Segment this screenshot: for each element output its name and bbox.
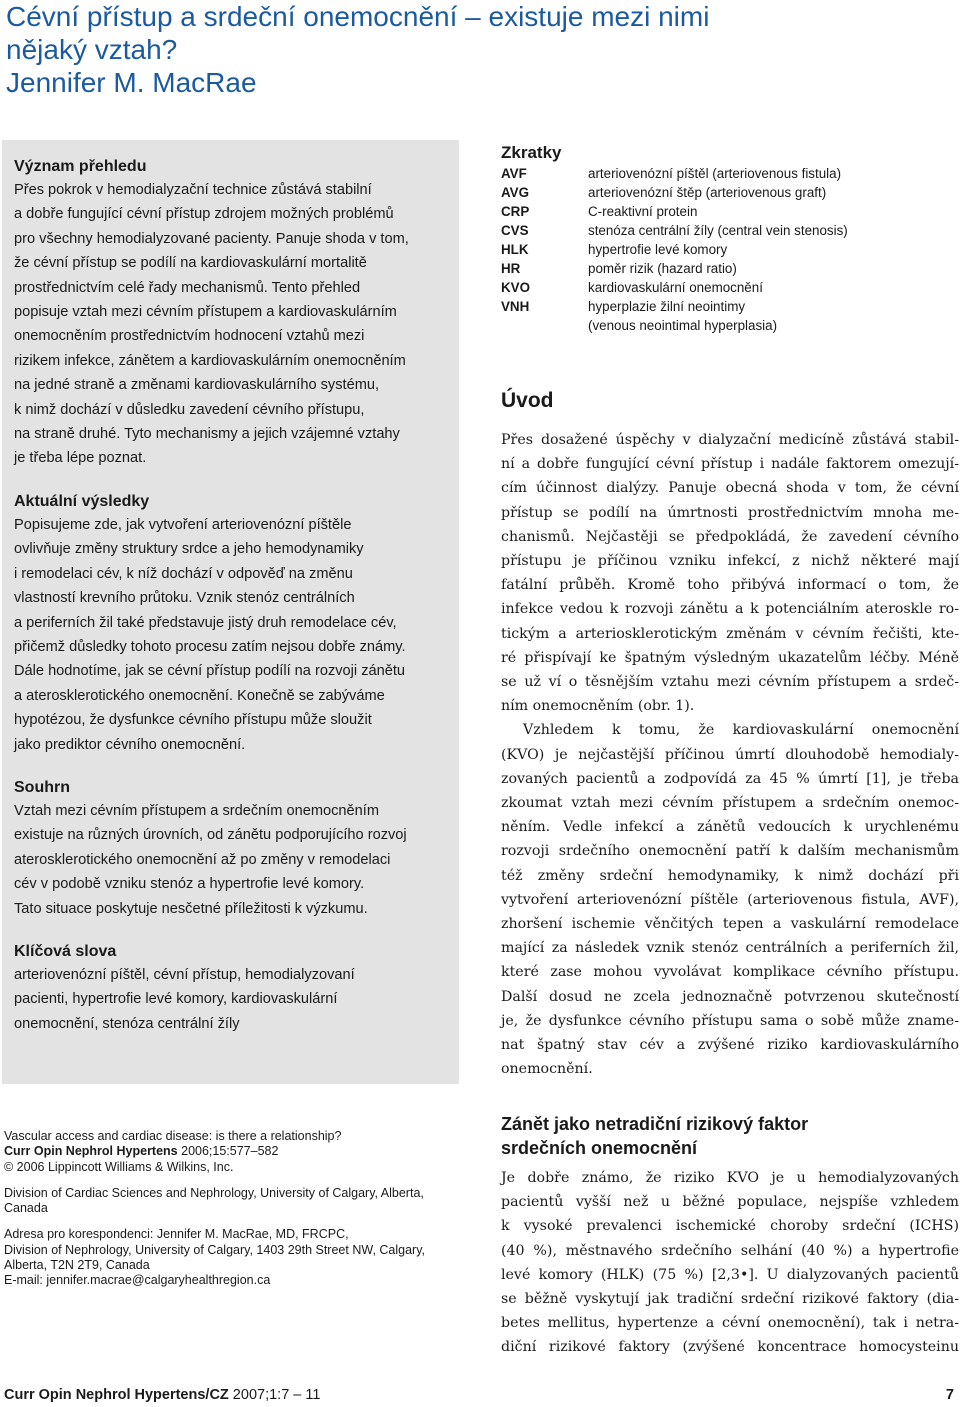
text-line: Dále hodnotíme, jak se cévní přístup podílí na rozvoji zánětu — [14, 663, 406, 680]
text-line: nat špatný stav cév a zvýšené riziko kardiovaskulárního — [501, 1037, 959, 1054]
text-line: infekce vedou k rozvoji zánětu a k potenciálním ateroskle ro- — [501, 601, 959, 618]
text-line: onemocnění. — [501, 1061, 593, 1078]
summary-section-summary — [14, 777, 449, 921]
text-line: Popisujeme zde, jak vytvoření arteriovenózní píštěle — [14, 516, 352, 533]
summary-section-significance — [14, 156, 449, 471]
text-line: přístupu je příčinou vzniku infekcí, z nichž některé mají — [501, 553, 959, 570]
abbreviations-title: Zkratky — [501, 143, 562, 162]
correspondence-line: Alberta, T2N 2T9, Canada — [4, 1258, 150, 1273]
text-line: se už ví o těsnějším vztahu mezi cévním přístupem a srdeč- — [501, 674, 959, 691]
definition-line: (venous neointimal hyperplasia) — [588, 318, 778, 333]
abbreviations-block — [501, 142, 956, 335]
text-line: které zase mohou vyvolávat komplikace cévního přístupu. — [501, 964, 959, 981]
text-line: prostřednictvím celé řady mechanismů. Tento přehled — [14, 279, 361, 296]
definition-line: C-reaktivní protein — [588, 204, 698, 219]
summary-section-keywords — [14, 941, 449, 1036]
heading-line: srdečních onemocnění — [501, 1138, 698, 1158]
text-line: ovlivňuje změny struktury srdce a jeho hemodynamiky — [14, 541, 364, 558]
text-line: popisuje vztah mezi cévním přístupem a kardiovaskulárním — [14, 304, 397, 321]
summary-heading: Aktuální výsledky — [14, 492, 150, 510]
summary-heading: Význam přehledu — [14, 158, 147, 175]
abbreviation-row — [501, 183, 956, 202]
definition-line: stenóza centrální žíly (central vein stenosis) — [588, 223, 848, 238]
affiliation-block — [4, 1129, 464, 1289]
abbreviation-definition — [588, 259, 956, 278]
text-line: Tato situace poskytuje nesčetné příležitosti k výzkumu. — [14, 900, 368, 917]
definition-line: kardiovaskulární onemocnění — [588, 280, 763, 295]
text-line: betes mellitus, hypertenze a cévní onemocnění), tak i netra- — [501, 1315, 959, 1332]
abbreviation-code: AVG — [501, 185, 530, 200]
text-line: k vysoké prevalenci ischemické choroby srdeční (ICHS) — [501, 1218, 959, 1235]
email-link[interactable]: E-mail: jennifer.macrae@calgaryhealthregion.ca — [4, 1273, 271, 1288]
text-line: cév v podobě vzniku stenóz a hypertrofie levé komory. — [14, 876, 365, 893]
text-line: diční rizikové faktory (zvýšené koncentrace homocysteinu — [501, 1339, 959, 1356]
text-line: přičemž důsledky tohoto procesu zatím nejsou dobře známy. — [14, 638, 406, 655]
article-title-line-1: Cévní přístup a srdeční onemocnění – existuje mezi nimi — [6, 1, 710, 32]
journal-reference — [4, 1144, 464, 1159]
abbreviation-row — [501, 164, 956, 183]
correspondence-line: Division of Nephrology, University of Calgary, 1403 29th Street NW, Calgary, — [4, 1242, 426, 1257]
abbreviation-row — [501, 297, 956, 335]
text-line: ním onemocněním (obr. 1). — [501, 698, 695, 715]
article-author: Jennifer M. MacRae — [6, 67, 257, 98]
text-line: zhoršení ischemie věnčitých tepen a vaskulární remodelace — [501, 916, 959, 933]
text-line: pacienti, hypertrofie levé komory, kardiovaskulární — [14, 991, 338, 1008]
text-line: a dobře fungující cévní přístup zdrojem možných problémů — [14, 206, 394, 223]
section-heading-inflammation — [501, 1112, 959, 1160]
text-line: Další dosud ne zcela jednoznačně potvrzenou skutečností — [501, 988, 959, 1005]
text-line: ní a dobře fungující cévní přístup i nadále faktorem omezují- — [501, 456, 959, 473]
text-line: mající za následek vznik stenóz centrálních a periferních žil, — [501, 940, 959, 957]
text-line: chanismů. Nejčastěji se předpokládá, že zavedení cévního — [501, 528, 959, 545]
abbreviation-row — [501, 202, 956, 221]
definition-line: hyperplazie žilní neointimy — [588, 299, 746, 314]
text-line: (40 %), městnavého srdečního selhání (40 %) a hypertrofie — [501, 1242, 959, 1259]
abbreviation-row — [501, 259, 956, 278]
abbreviation-code: HLK — [501, 242, 529, 257]
division-line: Canada — [4, 1201, 48, 1216]
abbreviation-definition — [588, 183, 956, 202]
abbreviation-definition — [588, 221, 956, 240]
copyright: © 2006 Lippincott Williams & Wilkins, Inc. — [4, 1159, 234, 1174]
abbreviation-code: CVS — [501, 223, 529, 238]
abbreviation-row — [501, 240, 956, 259]
text-line: hypotézou, že dysfunkce cévního přístupu může sloužit — [14, 712, 372, 729]
journal-name: Curr Opin Nephrol Hypertens — [4, 1144, 178, 1159]
correspondence-line: Adresa pro korespondenci: Jennifer M. MacRae, MD, FRCPC, — [4, 1227, 349, 1242]
text-line: Přes pokrok v hemodialyzační technice zůstává stabilní — [14, 182, 372, 198]
text-line: k nimž dochází v důsledku zavedení cévního přístupu, — [14, 401, 365, 418]
text-line: fatální průběh. Kromě toho přibývá informací o tom, že — [501, 577, 959, 594]
heading-line: Zánět jako netradiční rizikový faktor — [501, 1114, 809, 1134]
text-line: tickým a arteriosklerotickým změnám v cévním řečišti, kte- — [501, 625, 959, 642]
text-line: levé komory (HLK) (75 %) [2,3•]. U dialyzovaných pacientů — [501, 1266, 959, 1283]
footer-issue: 2007;1:7 – 11 — [228, 1387, 321, 1403]
abbreviation-definition — [588, 202, 956, 221]
english-citation: Vascular access and cardiac disease: is there a relationship? — [4, 1129, 342, 1143]
footer-journal-name: Curr Opin Nephrol Hypertens/CZ — [4, 1387, 229, 1403]
text-line: Vzhledem k tomu, že kardiovaskulární onemocnění — [523, 722, 959, 739]
abbreviation-definition — [588, 297, 956, 335]
text-line: rizikem infekce, zánětem a kardiovaskulárním onemocněním — [14, 352, 406, 369]
summary-text — [14, 513, 449, 757]
text-line: i remodelaci cév, k níž dochází v odpověď na změnu — [14, 565, 353, 582]
text-line: rozvoji srdečního onemocnění patří k dalším mechanismům — [501, 843, 959, 860]
summary-section-recent-findings — [14, 491, 449, 757]
abbreviation-row — [501, 278, 956, 297]
text-line: a periferních žil také představuje jistý druh remodelace cév, — [14, 614, 397, 631]
article-title-block — [6, 0, 906, 99]
abbreviation-code: HR — [501, 261, 521, 276]
text-line: jako prediktor cévního onemocnění. — [14, 736, 246, 753]
text-line: arteriovenózní píštěl, cévní přístup, hemodialyzovaní — [14, 966, 355, 983]
text-line: též změny srdeční hemodynamiky, k nimž dochází při — [501, 867, 959, 884]
text-line: Přes dosažené úspěchy v dialyzační medicíně zůstává stabil- — [501, 432, 959, 448]
text-line: je, že dysfunkce cévního přístupu sama o sobě může zname- — [501, 1012, 959, 1029]
text-line: existuje na různých úrovních, od zánětu podporujícího rozvoj — [14, 827, 407, 844]
abbreviation-definition — [588, 164, 956, 183]
text-line: onemocněním prostřednictvím hodnocení vztahů mezi — [14, 328, 365, 345]
division-line: Division of Cardiac Sciences and Nephrology, University of Calgary, Alberta, — [4, 1185, 424, 1200]
text-line: přístup se podílí na úmrtnosti prostřednictvím mnoha me- — [501, 504, 959, 521]
abbreviation-code: CRP — [501, 204, 530, 219]
text-line: na straně druhé. Tyto mechanismy a jejich vzájemné vztahy — [14, 426, 400, 443]
summary-box — [2, 140, 459, 1084]
text-line: na jedné straně a změnami kardiovaskulárního systému, — [14, 377, 380, 394]
text-line: (KVO) je nejčastější příčinou úmrtí dlouhodobě hemodialy- — [501, 746, 959, 763]
abbreviation-code: KVO — [501, 280, 531, 295]
text-line: aterosklerotického onemocnění až po změny v remodelaci — [14, 851, 391, 868]
text-line: pacientů vyšší než u běžné populace, nejspíše vzhledem — [501, 1194, 959, 1211]
journal-volume: 2006;15:577–582 — [177, 1144, 279, 1159]
summary-text — [14, 799, 449, 921]
definition-line: hypertrofie levé komory — [588, 242, 728, 257]
text-line: vytvoření arteriovenózní píštěle (arteriovenous fistula, AVF), — [501, 891, 959, 908]
summary-text — [14, 178, 449, 471]
keywords-text — [14, 963, 449, 1036]
text-line: zkoumat vztah mezi cévním přístupem a srdečním onemoc- — [501, 795, 959, 812]
abbreviation-code: VNH — [501, 299, 530, 314]
footer-journal — [4, 1386, 320, 1404]
text-line: a aterosklerotického onemocnění. Konečně se zabýváme — [14, 687, 385, 704]
intro-heading: Úvod — [501, 389, 554, 412]
summary-heading: Souhrn — [14, 778, 70, 796]
text-line: že cévní přístup se podílí na kardiovaskulární mortalitě — [14, 255, 367, 272]
text-line: cím účinnost dialýzy. Panuje obecná shoda v tom, že cévní — [501, 480, 959, 497]
definition-line: arteriovenózní štěp (arteriovenous graft) — [588, 185, 827, 200]
definition-line: arteriovenózní píštěl (arteriovenous fistula) — [588, 166, 842, 181]
text-line: onemocnění, stenóza centrální žíly — [14, 1015, 240, 1032]
definition-line: poměr rizik (hazard ratio) — [588, 261, 737, 276]
text-line: ré přispívají ke špatným výsledným ukazatelům léčby. Méně — [501, 649, 959, 666]
text-line: pro všechny hemodialyzované pacienty. Panuje shoda v tom, — [14, 230, 409, 247]
text-line: vlastností krevního průtoku. Vznik stenóz centrálních — [14, 590, 355, 607]
article-title-line-2: nějaký vztah? — [6, 34, 178, 65]
summary-heading: Klíčová slova — [14, 942, 117, 960]
abbreviation-row — [501, 221, 956, 240]
text-line: Vztah mezi cévním přístupem a srdečním onemocněním — [14, 802, 379, 819]
text-line: se běžně vyskytují jak tradiční srdeční rizikové faktory (dia- — [501, 1291, 959, 1308]
abbreviations-list — [501, 164, 956, 335]
text-line: něním. Vedle infekcí a zánětů vedoucích k urychlenému — [501, 819, 959, 836]
abbreviation-code: AVF — [501, 166, 527, 181]
text-line: zovaných pacientů a zodpovídá za 45 % úmrtí [1], je třeba — [501, 770, 959, 787]
section2-body — [501, 1166, 959, 1360]
intro-body — [501, 428, 959, 1081]
abbreviation-definition — [588, 240, 956, 259]
page-number: 7 — [945, 1387, 954, 1403]
text-line: je třeba lépe poznat. — [14, 450, 147, 467]
abbreviation-definition — [588, 278, 956, 297]
text-line: Je dobře známo, že riziko KVO je u hemodialyzovaných — [501, 1170, 959, 1186]
